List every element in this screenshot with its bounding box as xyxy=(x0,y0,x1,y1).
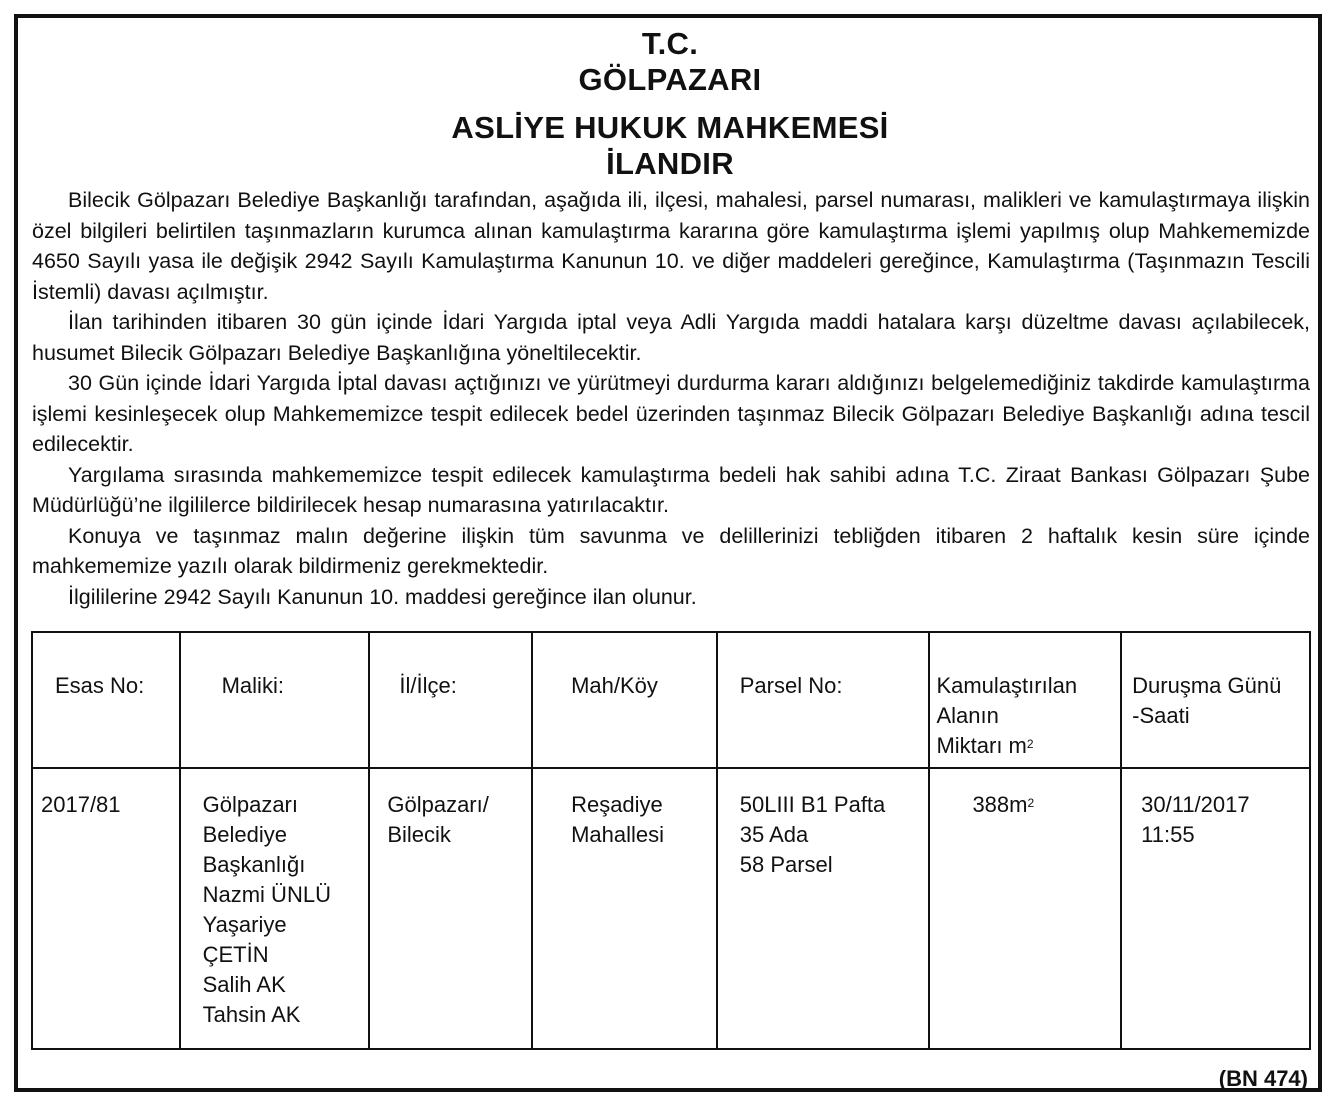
header-alan-line-2: Alanın xyxy=(936,703,999,728)
owner-line: ÇETİN xyxy=(202,942,269,967)
header-il-ilce: İl/İlçe: xyxy=(369,632,532,768)
cell-durusma xyxy=(1121,768,1310,1049)
cell-mah-koy xyxy=(532,768,717,1049)
paragraph-3: 30 Gün içinde İdari Yargıda İptal davası açtığınızı ve yürütmeyi durdurma kararı aldığınızı belgelemediğiniz takdirde kamulaştırma işlemi kesinleşecek olup Mahkememizce tespit edilecek bedel üzerinden taşınmaz Bilecik Gölpazarı Belediye Başkanlığı adına tescil edilecektir. xyxy=(32,371,1310,456)
notice-code: (BN 474) xyxy=(1218,1066,1308,1091)
paragraph-6: İlgililerine 2942 Sayılı Kanunun 10. maddesi gereğince ilan olunur. xyxy=(68,584,697,609)
table-header-row xyxy=(32,632,1310,768)
cell-alan-miktari xyxy=(929,768,1121,1049)
header-town: GÖLPAZARI xyxy=(578,62,762,97)
expropriation-table xyxy=(31,631,1311,1050)
cell-il-ilce xyxy=(369,768,532,1049)
owner-line: Yaşariye xyxy=(202,912,287,937)
owner-line: Tahsin AK xyxy=(202,1002,301,1027)
alan-value: 388m xyxy=(972,792,1028,817)
cell-parsel-no xyxy=(717,768,930,1049)
header-maliki: Maliki: xyxy=(180,632,370,768)
alan-superscript: 2 xyxy=(1027,796,1035,810)
header-esas-no: Esas No: xyxy=(32,632,180,768)
il-ilce-line: Bilecik xyxy=(387,822,451,847)
cell-maliki xyxy=(180,768,370,1049)
owner-line: Nazmi ÜNLÜ xyxy=(202,882,331,907)
header-kamulastirilan-alan xyxy=(929,632,1121,768)
header-court: ASLİYE HUKUK MAHKEMESİ xyxy=(451,110,889,145)
header-durusma-line-1: Duruşma Günü xyxy=(1132,673,1282,698)
paragraph-2: İlan tarihinden itibaren 30 gün içinde İdari Yargıda iptal veya Adli Yargıda maddi hatalara karşı düzeltme davası açılabilecek, husumet Bilecik Gölpazarı Belediye Başkanlığına yöneltilecektir. xyxy=(32,310,1310,365)
owner-line: Salih AK xyxy=(202,972,286,997)
header-durusma-line-2: -Saati xyxy=(1132,703,1190,728)
mah-koy-line: Mahallesi xyxy=(571,822,665,847)
header-tc: T.C. xyxy=(641,26,699,61)
table-row xyxy=(32,768,1310,1049)
cell-esas-no: 2017/81 xyxy=(32,768,180,1049)
header-parsel-no: Parsel No: xyxy=(717,632,930,768)
durusma-time: 11:55 xyxy=(1141,822,1195,847)
il-ilce-line: Gölpazarı/ xyxy=(387,792,489,817)
durusma-date: 30/11/2017 xyxy=(1141,792,1250,817)
paragraph-4: Yargılama sırasında mahkememizce tespit edilecek kamulaştırma bedeli hak sahibi adına T.C. Ziraat Bankası Gölpazarı Şube Müdürlüğü’ne ilgililerce bildirilecek hesap numarasına yatırılacaktır. xyxy=(32,462,1310,517)
header-durusma xyxy=(1121,632,1310,768)
notice-body xyxy=(32,185,1310,612)
header-mah-koy: Mah/Köy xyxy=(532,632,717,768)
parsel-line: 35 Ada xyxy=(739,822,809,847)
parsel-line: 50LIII B1 Pafta xyxy=(739,792,886,817)
owner-line: Başkanlığı xyxy=(202,852,306,877)
parsel-line: 58 Parsel xyxy=(739,852,833,877)
paragraph-5: Konuya ve taşınmaz malın değerine ilişkin tüm savunma ve delillerinizi tebliğden itibaren 2 haftalık kesin süre içinde mahkememize yazılı olarak bildirmeniz gerekmektedir. xyxy=(32,523,1310,578)
header-alan-superscript: 2 xyxy=(1026,737,1034,751)
owner-line: Belediye xyxy=(202,822,287,847)
owner-line: Gölpazarı xyxy=(202,792,298,817)
header-alan-line-3 xyxy=(936,731,1119,761)
header-alan-line-1: Kamulaştırılan xyxy=(936,673,1078,698)
header-notice-title: İLANDIR xyxy=(606,146,734,181)
mah-koy-line: Reşadiye xyxy=(571,792,663,817)
paragraph-1: Bilecik Gölpazarı Belediye Başkanlığı tarafından, aşağıda ili, ilçesi, mahalesi, parsel numarası, malikleri ve kamulaştırmaya ilişkin özel bilgileri belirtilen taşınmazların kurumca alınan kamulaştırma kararına göre kamulaştırma işlemi yapılmış olup Mahkememizde 4650 Sayılı yasa ile değişik 2942 Sayılı Kamulaştırma Kanunun 10. ve diğer maddeleri gereğince, Kamulaştırma (Taşınmazın Tescili İstemli) davası açılmıştır. xyxy=(32,188,1310,304)
header-alan-line-3-text: Miktarı m xyxy=(936,733,1027,758)
